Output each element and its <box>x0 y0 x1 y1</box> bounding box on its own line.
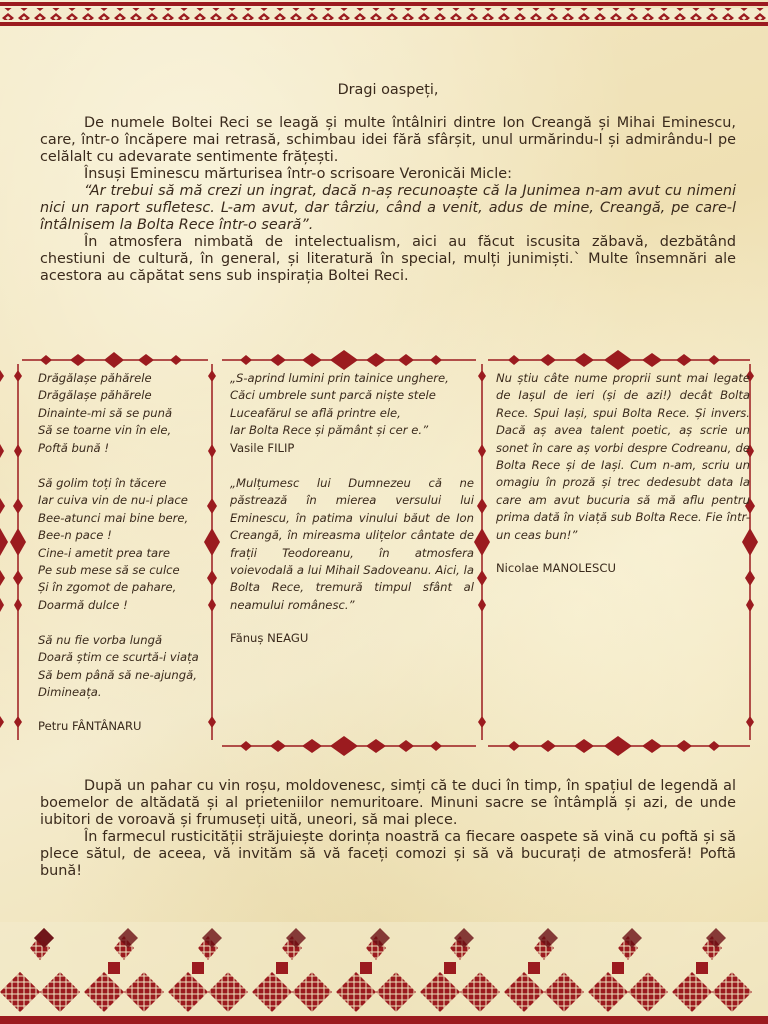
poem-line: Cine-i ametit prea tare <box>38 545 171 560</box>
poem-line: Iar cuiva vin de nu-i place <box>38 493 188 508</box>
poem-line: Pe sub mese să se culce <box>38 562 180 577</box>
closing-paragraph-2: În farmecul rusticității străjuiește dorința noastră ca fiecare oaspete să vină cu poftă și să plece sătul, de aceea, vă invităm să vă faceți comozi și să vă bucurați de atmosferă! Poftă bună! <box>40 828 736 879</box>
poem-line: Doară știm ce scurtă-i viața <box>38 650 199 665</box>
top-ornamental-border <box>0 0 768 30</box>
closing-text <box>40 778 736 880</box>
poem-line: Dimineața. <box>38 685 102 700</box>
poem-line: „S-aprind lumini prin tainice unghere, <box>230 371 449 385</box>
manolescu-quote: Nu știu câte nume proprii sunt mai legate de Iașul de ieri (și de azi!) decât Bolta Rece. Spui Iași, spui Bolta Rece. Și invers. Dacă aș avea talent poetic, aș scrie un sonet în care aș vorbi despre Codreanu, de Bolta Rece și de Iași. Cum n-am, scriu un omagiu în proză și trec dedesubt data la care am avut bucuria să mă aflu pentru prima dată în viață sub Bolta Rece. Fie într-un ceas bun!” <box>496 371 750 542</box>
poem-line: Bee-atunci mai bine bere, <box>38 510 189 525</box>
poem-line: Să bem până să ne-ajungă, <box>38 667 197 682</box>
author-nicolae-manolescu: Nicolae MANOLESCU <box>496 560 616 575</box>
poem-line: Căci umbrele sunt parcă niște stele <box>230 388 436 403</box>
panel-middle-quotes <box>230 370 474 770</box>
poem-line: Drăgălașe păhărele <box>38 388 152 403</box>
letter-paragraph-2: Însuși Eminescu mărturisea într-o scrisoare Veronicăi Micle: <box>84 165 512 182</box>
stanza-gap <box>38 614 200 632</box>
poem-line: Dinainte-mi să se pună <box>38 405 173 420</box>
letter-intro <box>40 82 736 285</box>
panel-left-poem <box>38 370 200 770</box>
eminescu-quote: “Ar trebui să mă crezi un ingrat, dacă n-aș recunoaște că la Junimea n-am avut cu nimeni nici un raport sufletesc. L-am avut, dar târziu, când a venit, adus de mine, Creangă, pe care-l întâlnisem la Bolta Rece într-o seară”. <box>40 182 736 233</box>
poem-line: Iar Bolta Rece și pământ și cer e.” <box>230 423 429 438</box>
poem-line: Să se toarne vin în ele, <box>38 423 172 438</box>
letter-paragraph-1: De numele Boltei Reci se leagă și multe întâlniri dintre Ion Creangă și Mihai Eminescu, care, într-o încăpere mai retrasă, schimbau idei fără sfârșit, unul urmărindu-l și admirându-l pe celălalt cu adevarate sentimente frățești. <box>40 114 736 165</box>
stanza-gap <box>38 457 200 475</box>
author-vasile-filip: Vasile FILIP <box>230 440 295 455</box>
poem-line: Doarmă dulce ! <box>38 597 128 612</box>
poem-line: Să golim toți în tăcere <box>38 475 167 490</box>
poem-line: Să nu fie vorba lungă <box>38 633 163 648</box>
poem-line: Și în zgomot de pahare, <box>38 580 177 595</box>
greeting: Dragi oaspeți, <box>337 82 439 98</box>
poem-line: Poftă bună ! <box>38 440 109 455</box>
filip-poem <box>230 370 474 440</box>
author-petru-fantanaru: Petru FÂNTÂNARU <box>38 718 142 733</box>
panel-right-quote <box>496 370 752 770</box>
poem-line: Luceafărul se află printre ele, <box>230 405 401 420</box>
neagu-quote: „Mulțumesc lui Dumnezeu că ne păstrează în mierea versului lui Eminescu, în patima vinului băut de Ion Creangă, în mireasma ulițelor cântate de frații Teodoreanu, în atmosfera voievodală a lui Mihail Sadoveanu. Aici, la Bolta Rece, tremură timpul sfânt al neamului românesc.” <box>230 475 474 612</box>
poem-line: Bee-n pace ! <box>38 528 112 543</box>
author-fanus-neagu: Fănuș NEAGU <box>230 631 309 646</box>
letter-paragraph-3: În atmosfera nimbată de intelectualism, aici au făcut iscusita zăbavă, dezbătând chestiuni de cultură, în general, și literatură în special, mulți junimiști.` Multe însemnări ale acestora au căpătat sens sub inspirația Boltei Reci. <box>40 233 736 284</box>
poem-line: Drăgălașe păhărele <box>38 371 152 385</box>
closing-paragraph-1: După un pahar cu vin roșu, moldovenesc, simți că te duci în timp, în spațiul de legendă al boemelor de altădată și al prieteniilor nemuritoare. Minuni sacre se întâmplă și azi, de unde iubitori de voroavă și frumuseți uită, uneori, să mai plece. <box>40 778 736 828</box>
bottom-embroidery-band <box>0 922 768 1024</box>
